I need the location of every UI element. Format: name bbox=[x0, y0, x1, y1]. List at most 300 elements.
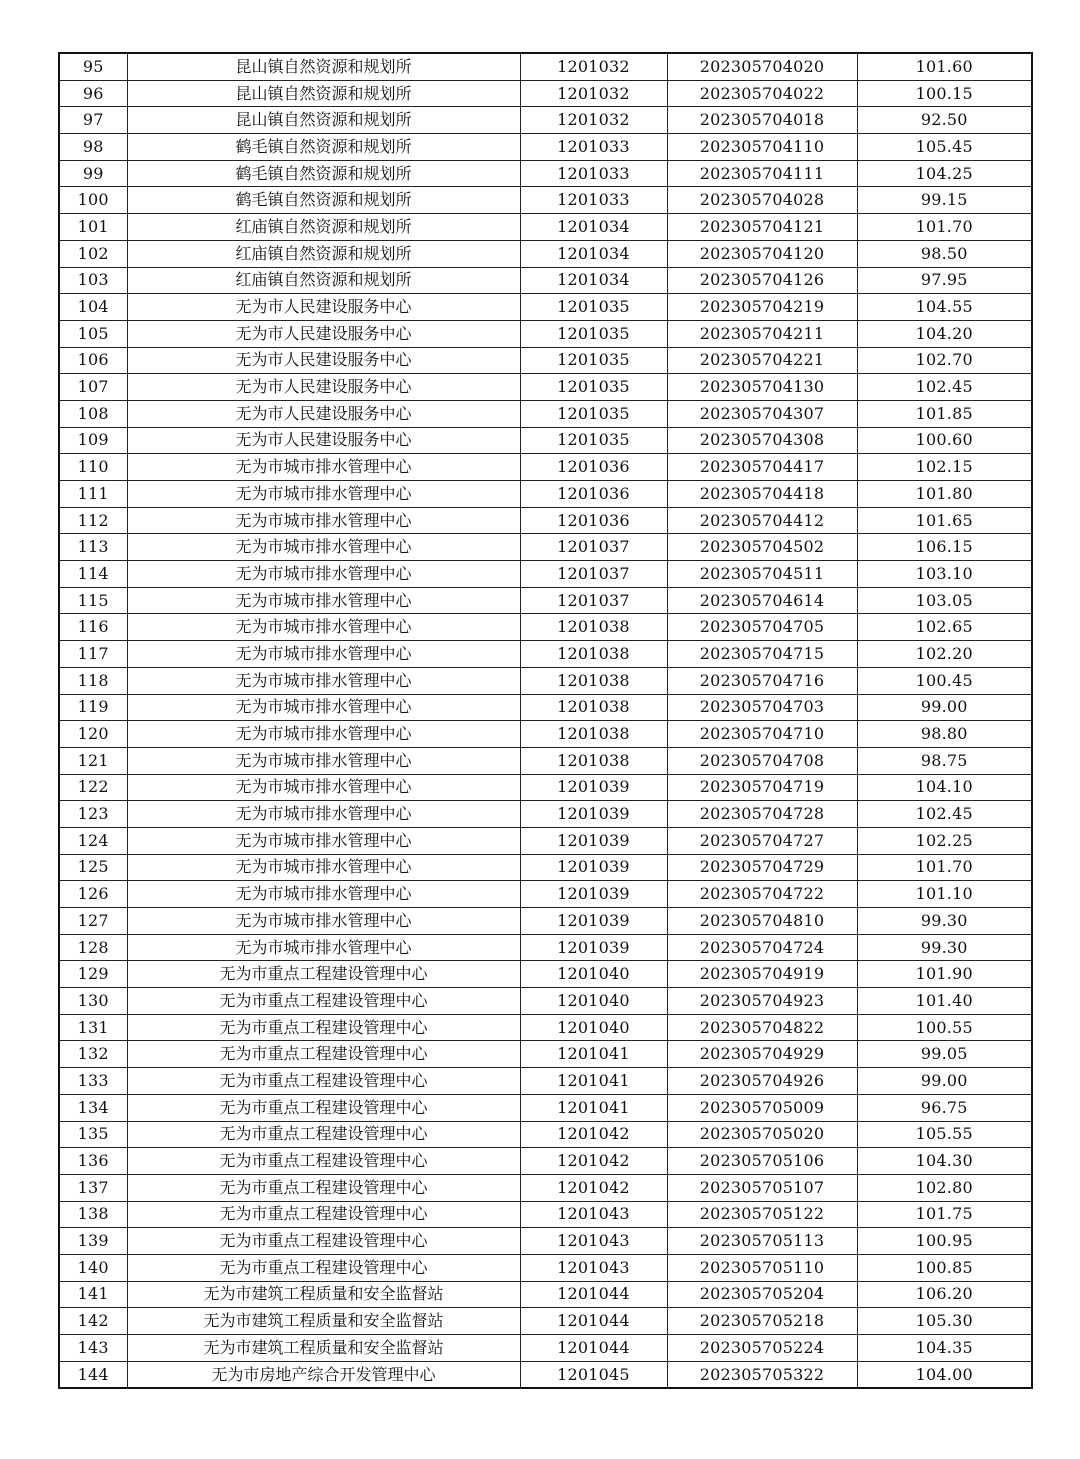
unit-cell: 无为市重点工程建设管理中心 bbox=[127, 1094, 520, 1121]
table-row bbox=[59, 187, 1032, 214]
position-code-cell: 1201033 bbox=[520, 160, 667, 187]
unit-cell: 无为市城市排水管理中心 bbox=[127, 507, 520, 534]
table-row bbox=[59, 1308, 1032, 1335]
seq-cell: 133 bbox=[59, 1068, 127, 1095]
ticket-number-cell: 202305705106 bbox=[667, 1148, 857, 1175]
seq-cell: 118 bbox=[59, 667, 127, 694]
unit-cell: 无为市城市排水管理中心 bbox=[127, 721, 520, 748]
table-row bbox=[59, 747, 1032, 774]
ticket-number-cell: 202305704727 bbox=[667, 827, 857, 854]
table-row bbox=[59, 1335, 1032, 1362]
table-row bbox=[59, 641, 1032, 668]
position-code-cell: 1201035 bbox=[520, 427, 667, 454]
table-row bbox=[59, 561, 1032, 588]
seq-cell: 106 bbox=[59, 347, 127, 374]
position-code-cell: 1201035 bbox=[520, 320, 667, 347]
ticket-number-cell: 202305705322 bbox=[667, 1361, 857, 1388]
unit-cell: 无为市人民建设服务中心 bbox=[127, 400, 520, 427]
unit-cell: 无为市重点工程建设管理中心 bbox=[127, 961, 520, 988]
position-code-cell: 1201039 bbox=[520, 934, 667, 961]
unit-cell: 红庙镇自然资源和规划所 bbox=[127, 214, 520, 241]
score-cell: 100.15 bbox=[857, 80, 1032, 107]
table-row bbox=[59, 160, 1032, 187]
seq-cell: 115 bbox=[59, 587, 127, 614]
position-code-cell: 1201041 bbox=[520, 1041, 667, 1068]
unit-cell: 无为市重点工程建设管理中心 bbox=[127, 1068, 520, 1095]
table-row bbox=[59, 400, 1032, 427]
unit-cell: 无为市重点工程建设管理中心 bbox=[127, 1254, 520, 1281]
score-cell: 99.15 bbox=[857, 187, 1032, 214]
ticket-number-cell: 202305704219 bbox=[667, 294, 857, 321]
position-code-cell: 1201043 bbox=[520, 1254, 667, 1281]
ticket-number-cell: 202305704810 bbox=[667, 908, 857, 935]
score-cell: 100.60 bbox=[857, 427, 1032, 454]
unit-cell: 无为市重点工程建设管理中心 bbox=[127, 1201, 520, 1228]
position-code-cell: 1201041 bbox=[520, 1094, 667, 1121]
position-code-cell: 1201040 bbox=[520, 961, 667, 988]
ticket-number-cell: 202305704308 bbox=[667, 427, 857, 454]
seq-cell: 143 bbox=[59, 1335, 127, 1362]
table-row bbox=[59, 721, 1032, 748]
table-row bbox=[59, 1041, 1032, 1068]
ticket-number-cell: 202305704822 bbox=[667, 1014, 857, 1041]
score-cell: 104.20 bbox=[857, 320, 1032, 347]
score-cell: 102.45 bbox=[857, 374, 1032, 401]
position-code-cell: 1201035 bbox=[520, 294, 667, 321]
unit-cell: 无为市人民建设服务中心 bbox=[127, 347, 520, 374]
table-row bbox=[59, 1068, 1032, 1095]
score-cell: 102.20 bbox=[857, 641, 1032, 668]
score-cell: 99.30 bbox=[857, 934, 1032, 961]
ticket-number-cell: 202305704211 bbox=[667, 320, 857, 347]
score-cell: 99.30 bbox=[857, 908, 1032, 935]
table-row bbox=[59, 801, 1032, 828]
score-cell: 101.80 bbox=[857, 481, 1032, 508]
seq-cell: 105 bbox=[59, 320, 127, 347]
unit-cell: 无为市建筑工程质量和安全监督站 bbox=[127, 1308, 520, 1335]
ticket-number-cell: 202305704126 bbox=[667, 267, 857, 294]
ticket-number-cell: 202305705113 bbox=[667, 1228, 857, 1255]
table-row bbox=[59, 534, 1032, 561]
table-row bbox=[59, 320, 1032, 347]
seq-cell: 127 bbox=[59, 908, 127, 935]
position-code-cell: 1201042 bbox=[520, 1121, 667, 1148]
position-code-cell: 1201034 bbox=[520, 214, 667, 241]
seq-cell: 126 bbox=[59, 881, 127, 908]
seq-cell: 140 bbox=[59, 1254, 127, 1281]
score-cell: 92.50 bbox=[857, 107, 1032, 134]
score-cell: 101.90 bbox=[857, 961, 1032, 988]
table-row bbox=[59, 961, 1032, 988]
ticket-number-cell: 202305704705 bbox=[667, 614, 857, 641]
position-code-cell: 1201038 bbox=[520, 747, 667, 774]
score-cell: 101.70 bbox=[857, 854, 1032, 881]
table-row bbox=[59, 107, 1032, 134]
table-row bbox=[59, 1228, 1032, 1255]
unit-cell: 无为市重点工程建设管理中心 bbox=[127, 1121, 520, 1148]
seq-cell: 102 bbox=[59, 240, 127, 267]
score-cell: 99.00 bbox=[857, 1068, 1032, 1095]
ticket-number-cell: 202305704307 bbox=[667, 400, 857, 427]
ticket-number-cell: 202305705020 bbox=[667, 1121, 857, 1148]
score-cell: 102.45 bbox=[857, 801, 1032, 828]
unit-cell: 鹤毛镇自然资源和规划所 bbox=[127, 160, 520, 187]
score-cell: 105.30 bbox=[857, 1308, 1032, 1335]
table-row bbox=[59, 240, 1032, 267]
ticket-number-cell: 202305704120 bbox=[667, 240, 857, 267]
score-cell: 102.25 bbox=[857, 827, 1032, 854]
score-cell: 103.10 bbox=[857, 561, 1032, 588]
table-row bbox=[59, 53, 1032, 80]
ticket-number-cell: 202305704028 bbox=[667, 187, 857, 214]
unit-cell: 无为市城市排水管理中心 bbox=[127, 454, 520, 481]
unit-cell: 无为市城市排水管理中心 bbox=[127, 854, 520, 881]
position-code-cell: 1201044 bbox=[520, 1281, 667, 1308]
seq-cell: 97 bbox=[59, 107, 127, 134]
ticket-number-cell: 202305704018 bbox=[667, 107, 857, 134]
position-code-cell: 1201037 bbox=[520, 534, 667, 561]
seq-cell: 125 bbox=[59, 854, 127, 881]
position-code-cell: 1201035 bbox=[520, 400, 667, 427]
seq-cell: 130 bbox=[59, 988, 127, 1015]
unit-cell: 无为市城市排水管理中心 bbox=[127, 561, 520, 588]
position-code-cell: 1201036 bbox=[520, 454, 667, 481]
seq-cell: 111 bbox=[59, 481, 127, 508]
seq-cell: 128 bbox=[59, 934, 127, 961]
ticket-number-cell: 202305704923 bbox=[667, 988, 857, 1015]
seq-cell: 132 bbox=[59, 1041, 127, 1068]
table-row bbox=[59, 1201, 1032, 1228]
ticket-number-cell: 202305705224 bbox=[667, 1335, 857, 1362]
seq-cell: 129 bbox=[59, 961, 127, 988]
position-code-cell: 1201044 bbox=[520, 1308, 667, 1335]
ticket-number-cell: 202305705009 bbox=[667, 1094, 857, 1121]
seq-cell: 144 bbox=[59, 1361, 127, 1388]
unit-cell: 无为市城市排水管理中心 bbox=[127, 908, 520, 935]
unit-cell: 无为市房地产综合开发管理中心 bbox=[127, 1361, 520, 1388]
seq-cell: 113 bbox=[59, 534, 127, 561]
seq-cell: 98 bbox=[59, 134, 127, 161]
position-code-cell: 1201045 bbox=[520, 1361, 667, 1388]
unit-cell: 无为市城市排水管理中心 bbox=[127, 587, 520, 614]
seq-cell: 131 bbox=[59, 1014, 127, 1041]
position-code-cell: 1201039 bbox=[520, 881, 667, 908]
unit-cell: 无为市重点工程建设管理中心 bbox=[127, 1228, 520, 1255]
table-row bbox=[59, 1014, 1032, 1041]
score-cell: 104.30 bbox=[857, 1148, 1032, 1175]
ticket-number-cell: 202305704221 bbox=[667, 347, 857, 374]
seq-cell: 99 bbox=[59, 160, 127, 187]
score-cell: 102.65 bbox=[857, 614, 1032, 641]
unit-cell: 无为市城市排水管理中心 bbox=[127, 641, 520, 668]
unit-cell: 无为市城市排水管理中心 bbox=[127, 747, 520, 774]
score-cell: 100.85 bbox=[857, 1254, 1032, 1281]
score-cell: 100.55 bbox=[857, 1014, 1032, 1041]
unit-cell: 无为市城市排水管理中心 bbox=[127, 934, 520, 961]
unit-cell: 无为市城市排水管理中心 bbox=[127, 694, 520, 721]
score-cell: 103.05 bbox=[857, 587, 1032, 614]
score-cell: 104.00 bbox=[857, 1361, 1032, 1388]
position-code-cell: 1201034 bbox=[520, 240, 667, 267]
seq-cell: 117 bbox=[59, 641, 127, 668]
table-row bbox=[59, 988, 1032, 1015]
ticket-number-cell: 202305704130 bbox=[667, 374, 857, 401]
table-row bbox=[59, 507, 1032, 534]
table-row bbox=[59, 1121, 1032, 1148]
table-row bbox=[59, 1148, 1032, 1175]
position-code-cell: 1201033 bbox=[520, 134, 667, 161]
seq-cell: 134 bbox=[59, 1094, 127, 1121]
ticket-number-cell: 202305705218 bbox=[667, 1308, 857, 1335]
ticket-number-cell: 202305704724 bbox=[667, 934, 857, 961]
table-row bbox=[59, 347, 1032, 374]
ticket-number-cell: 202305704502 bbox=[667, 534, 857, 561]
unit-cell: 无为市重点工程建设管理中心 bbox=[127, 1174, 520, 1201]
table-row bbox=[59, 294, 1032, 321]
score-cell: 106.15 bbox=[857, 534, 1032, 561]
score-cell: 96.75 bbox=[857, 1094, 1032, 1121]
score-cell: 98.50 bbox=[857, 240, 1032, 267]
score-cell: 104.10 bbox=[857, 774, 1032, 801]
seq-cell: 122 bbox=[59, 774, 127, 801]
score-cell: 102.15 bbox=[857, 454, 1032, 481]
ticket-number-cell: 202305704708 bbox=[667, 747, 857, 774]
table-row bbox=[59, 934, 1032, 961]
position-code-cell: 1201036 bbox=[520, 507, 667, 534]
table-row bbox=[59, 614, 1032, 641]
table-row bbox=[59, 1254, 1032, 1281]
score-cell: 100.45 bbox=[857, 667, 1032, 694]
table-row bbox=[59, 1361, 1032, 1388]
table-row bbox=[59, 774, 1032, 801]
ticket-number-cell: 202305704418 bbox=[667, 481, 857, 508]
ticket-number-cell: 202305704716 bbox=[667, 667, 857, 694]
ticket-number-cell: 202305705107 bbox=[667, 1174, 857, 1201]
seq-cell: 139 bbox=[59, 1228, 127, 1255]
score-cell: 105.45 bbox=[857, 134, 1032, 161]
unit-cell: 无为市城市排水管理中心 bbox=[127, 881, 520, 908]
unit-cell: 无为市人民建设服务中心 bbox=[127, 374, 520, 401]
seq-cell: 116 bbox=[59, 614, 127, 641]
seq-cell: 101 bbox=[59, 214, 127, 241]
table-row bbox=[59, 1174, 1032, 1201]
unit-cell: 昆山镇自然资源和规划所 bbox=[127, 107, 520, 134]
score-cell: 98.75 bbox=[857, 747, 1032, 774]
seq-cell: 107 bbox=[59, 374, 127, 401]
results-table-body bbox=[59, 53, 1032, 1388]
unit-cell: 无为市重点工程建设管理中心 bbox=[127, 1041, 520, 1068]
score-cell: 102.80 bbox=[857, 1174, 1032, 1201]
seq-cell: 141 bbox=[59, 1281, 127, 1308]
table-row bbox=[59, 214, 1032, 241]
table-row bbox=[59, 374, 1032, 401]
score-cell: 104.25 bbox=[857, 160, 1032, 187]
unit-cell: 无为市建筑工程质量和安全监督站 bbox=[127, 1335, 520, 1362]
seq-cell: 123 bbox=[59, 801, 127, 828]
unit-cell: 无为市人民建设服务中心 bbox=[127, 427, 520, 454]
seq-cell: 124 bbox=[59, 827, 127, 854]
unit-cell: 无为市城市排水管理中心 bbox=[127, 667, 520, 694]
position-code-cell: 1201038 bbox=[520, 614, 667, 641]
seq-cell: 135 bbox=[59, 1121, 127, 1148]
score-cell: 105.55 bbox=[857, 1121, 1032, 1148]
score-cell: 101.60 bbox=[857, 53, 1032, 80]
unit-cell: 无为市城市排水管理中心 bbox=[127, 827, 520, 854]
unit-cell: 鹤毛镇自然资源和规划所 bbox=[127, 134, 520, 161]
position-code-cell: 1201033 bbox=[520, 187, 667, 214]
table-row bbox=[59, 134, 1032, 161]
ticket-number-cell: 202305704022 bbox=[667, 80, 857, 107]
position-code-cell: 1201041 bbox=[520, 1068, 667, 1095]
position-code-cell: 1201035 bbox=[520, 347, 667, 374]
score-cell: 104.55 bbox=[857, 294, 1032, 321]
unit-cell: 无为市人民建设服务中心 bbox=[127, 294, 520, 321]
position-code-cell: 1201038 bbox=[520, 721, 667, 748]
seq-cell: 96 bbox=[59, 80, 127, 107]
ticket-number-cell: 202305704919 bbox=[667, 961, 857, 988]
unit-cell: 昆山镇自然资源和规划所 bbox=[127, 80, 520, 107]
score-cell: 101.40 bbox=[857, 988, 1032, 1015]
ticket-number-cell: 202305704728 bbox=[667, 801, 857, 828]
seq-cell: 109 bbox=[59, 427, 127, 454]
table-row bbox=[59, 694, 1032, 721]
position-code-cell: 1201039 bbox=[520, 774, 667, 801]
score-cell: 101.70 bbox=[857, 214, 1032, 241]
table-row bbox=[59, 908, 1032, 935]
ticket-number-cell: 202305704703 bbox=[667, 694, 857, 721]
ticket-number-cell: 202305704412 bbox=[667, 507, 857, 534]
ticket-number-cell: 202305704110 bbox=[667, 134, 857, 161]
ticket-number-cell: 202305704020 bbox=[667, 53, 857, 80]
score-cell: 104.35 bbox=[857, 1335, 1032, 1362]
unit-cell: 无为市城市排水管理中心 bbox=[127, 614, 520, 641]
unit-cell: 无为市重点工程建设管理中心 bbox=[127, 1014, 520, 1041]
ticket-number-cell: 202305704614 bbox=[667, 587, 857, 614]
ticket-number-cell: 202305704111 bbox=[667, 160, 857, 187]
unit-cell: 无为市建筑工程质量和安全监督站 bbox=[127, 1281, 520, 1308]
results-table bbox=[58, 52, 1033, 1389]
score-cell: 101.75 bbox=[857, 1201, 1032, 1228]
ticket-number-cell: 202305704729 bbox=[667, 854, 857, 881]
unit-cell: 无为市城市排水管理中心 bbox=[127, 534, 520, 561]
seq-cell: 95 bbox=[59, 53, 127, 80]
table-row bbox=[59, 1281, 1032, 1308]
position-code-cell: 1201035 bbox=[520, 374, 667, 401]
table-row bbox=[59, 267, 1032, 294]
table-row bbox=[59, 427, 1032, 454]
position-code-cell: 1201043 bbox=[520, 1201, 667, 1228]
ticket-number-cell: 202305705122 bbox=[667, 1201, 857, 1228]
score-cell: 99.00 bbox=[857, 694, 1032, 721]
seq-cell: 112 bbox=[59, 507, 127, 534]
score-cell: 102.70 bbox=[857, 347, 1032, 374]
ticket-number-cell: 202305705204 bbox=[667, 1281, 857, 1308]
seq-cell: 103 bbox=[59, 267, 127, 294]
seq-cell: 136 bbox=[59, 1148, 127, 1175]
table-row bbox=[59, 1094, 1032, 1121]
unit-cell: 昆山镇自然资源和规划所 bbox=[127, 53, 520, 80]
table-row bbox=[59, 667, 1032, 694]
unit-cell: 无为市城市排水管理中心 bbox=[127, 481, 520, 508]
unit-cell: 鹤毛镇自然资源和规划所 bbox=[127, 187, 520, 214]
score-cell: 98.80 bbox=[857, 721, 1032, 748]
ticket-number-cell: 202305704121 bbox=[667, 214, 857, 241]
table-row bbox=[59, 827, 1032, 854]
ticket-number-cell: 202305704719 bbox=[667, 774, 857, 801]
score-cell: 97.95 bbox=[857, 267, 1032, 294]
table-row bbox=[59, 881, 1032, 908]
unit-cell: 红庙镇自然资源和规划所 bbox=[127, 240, 520, 267]
ticket-number-cell: 202305704926 bbox=[667, 1068, 857, 1095]
position-code-cell: 1201042 bbox=[520, 1148, 667, 1175]
ticket-number-cell: 202305704715 bbox=[667, 641, 857, 668]
seq-cell: 121 bbox=[59, 747, 127, 774]
position-code-cell: 1201032 bbox=[520, 80, 667, 107]
position-code-cell: 1201032 bbox=[520, 107, 667, 134]
position-code-cell: 1201037 bbox=[520, 561, 667, 588]
position-code-cell: 1201032 bbox=[520, 53, 667, 80]
position-code-cell: 1201038 bbox=[520, 667, 667, 694]
seq-cell: 108 bbox=[59, 400, 127, 427]
score-cell: 106.20 bbox=[857, 1281, 1032, 1308]
table-row bbox=[59, 80, 1032, 107]
position-code-cell: 1201039 bbox=[520, 827, 667, 854]
position-code-cell: 1201040 bbox=[520, 988, 667, 1015]
position-code-cell: 1201042 bbox=[520, 1174, 667, 1201]
unit-cell: 无为市重点工程建设管理中心 bbox=[127, 1148, 520, 1175]
ticket-number-cell: 202305704929 bbox=[667, 1041, 857, 1068]
seq-cell: 120 bbox=[59, 721, 127, 748]
position-code-cell: 1201034 bbox=[520, 267, 667, 294]
unit-cell: 无为市城市排水管理中心 bbox=[127, 774, 520, 801]
seq-cell: 110 bbox=[59, 454, 127, 481]
table-row bbox=[59, 481, 1032, 508]
seq-cell: 137 bbox=[59, 1174, 127, 1201]
position-code-cell: 1201043 bbox=[520, 1228, 667, 1255]
position-code-cell: 1201039 bbox=[520, 801, 667, 828]
position-code-cell: 1201037 bbox=[520, 587, 667, 614]
ticket-number-cell: 202305704710 bbox=[667, 721, 857, 748]
unit-cell: 无为市人民建设服务中心 bbox=[127, 320, 520, 347]
position-code-cell: 1201038 bbox=[520, 694, 667, 721]
position-code-cell: 1201040 bbox=[520, 1014, 667, 1041]
score-cell: 101.85 bbox=[857, 400, 1032, 427]
score-cell: 100.95 bbox=[857, 1228, 1032, 1255]
seq-cell: 119 bbox=[59, 694, 127, 721]
table-row bbox=[59, 854, 1032, 881]
unit-cell: 无为市重点工程建设管理中心 bbox=[127, 988, 520, 1015]
position-code-cell: 1201039 bbox=[520, 854, 667, 881]
table-row bbox=[59, 587, 1032, 614]
score-cell: 101.65 bbox=[857, 507, 1032, 534]
score-cell: 99.05 bbox=[857, 1041, 1032, 1068]
seq-cell: 100 bbox=[59, 187, 127, 214]
seq-cell: 142 bbox=[59, 1308, 127, 1335]
position-code-cell: 1201036 bbox=[520, 481, 667, 508]
ticket-number-cell: 202305705110 bbox=[667, 1254, 857, 1281]
ticket-number-cell: 202305704511 bbox=[667, 561, 857, 588]
position-code-cell: 1201039 bbox=[520, 908, 667, 935]
seq-cell: 138 bbox=[59, 1201, 127, 1228]
score-cell: 101.10 bbox=[857, 881, 1032, 908]
unit-cell: 红庙镇自然资源和规划所 bbox=[127, 267, 520, 294]
position-code-cell: 1201044 bbox=[520, 1335, 667, 1362]
seq-cell: 114 bbox=[59, 561, 127, 588]
ticket-number-cell: 202305704722 bbox=[667, 881, 857, 908]
table-row bbox=[59, 454, 1032, 481]
seq-cell: 104 bbox=[59, 294, 127, 321]
position-code-cell: 1201038 bbox=[520, 641, 667, 668]
